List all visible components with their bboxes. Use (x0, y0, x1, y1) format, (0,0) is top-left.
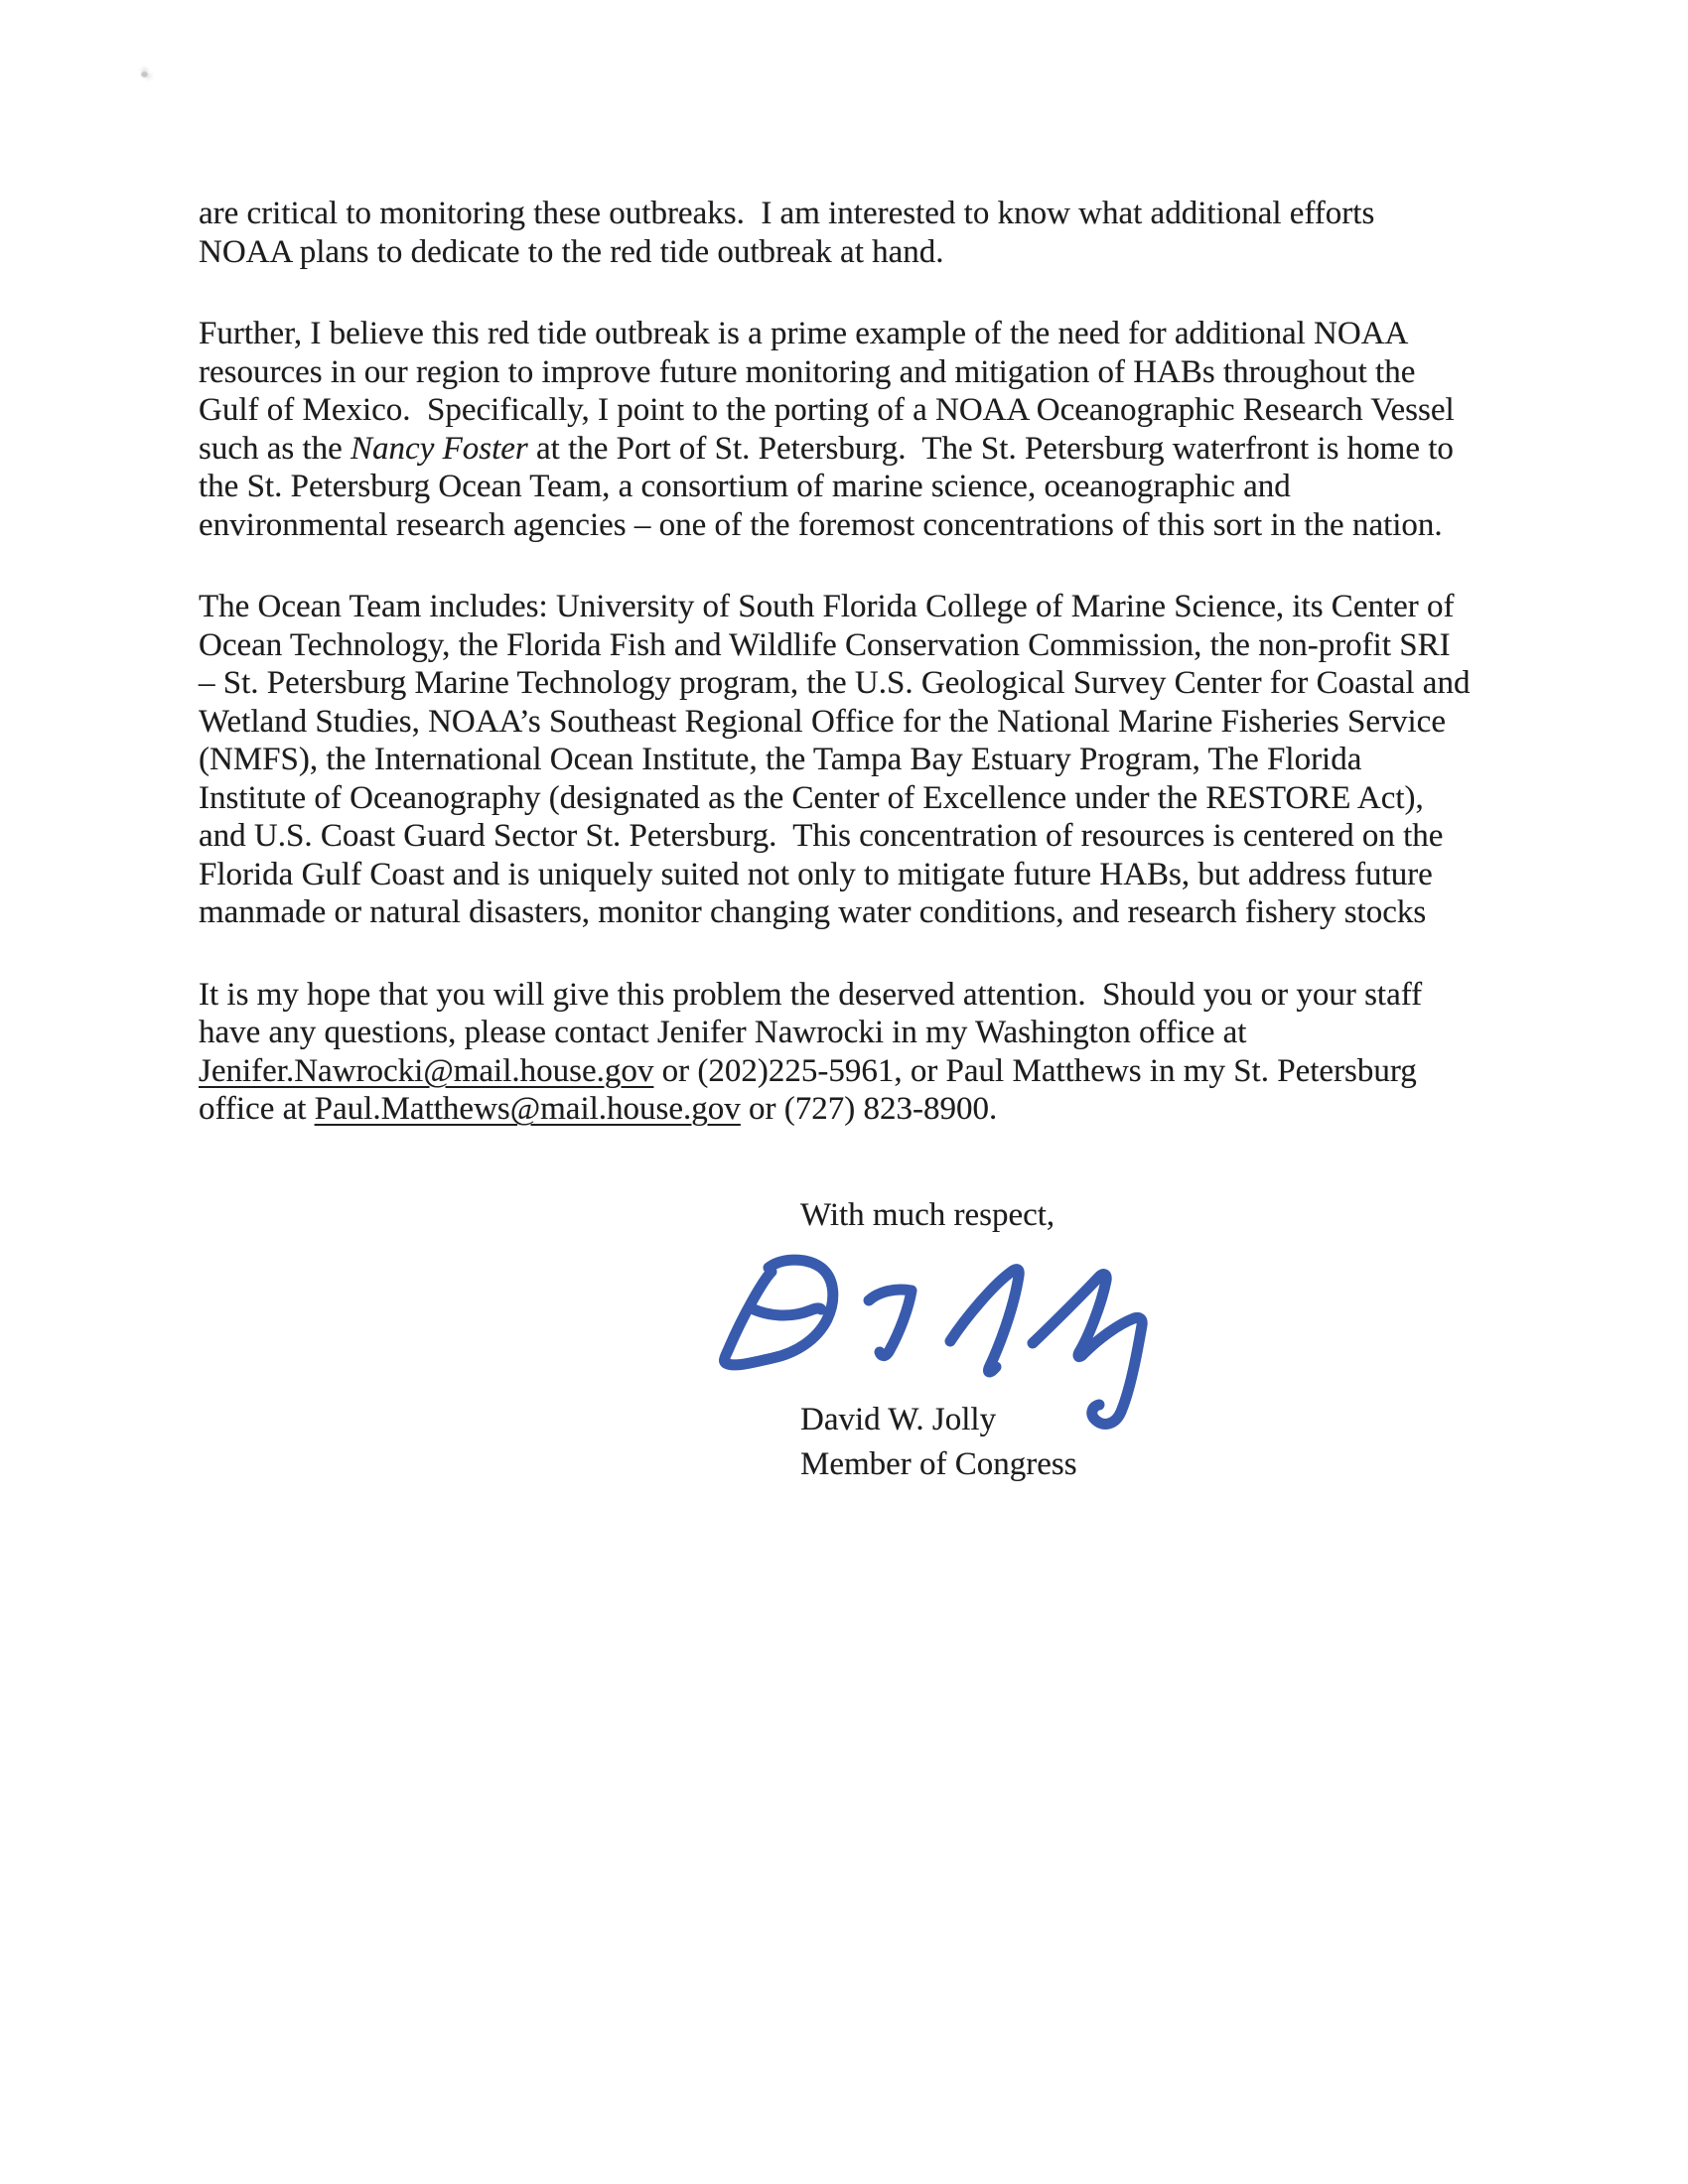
paragraph-4 (199, 976, 1489, 1129)
text-segment: or (727) 823-8900. (740, 1091, 998, 1127)
text-line: Ocean Technology, the Florida Fish and Wildlife Conservation Commission, the non-profit SRI (199, 626, 1451, 663)
text-line: resources in our region to improve future monitoring and mitigation of HABs throughout the (199, 353, 1416, 390)
text-line: environmental research agencies – one of the foremost concentrations of this sort in the nation. (199, 506, 1443, 543)
signature-stroke (750, 1307, 821, 1315)
text-line: have any questions, please contact Jenifer Nawrocki in my Washington office at (199, 1015, 1247, 1050)
text-line: Florida Gulf Coast and is uniquely suited not only to mitigate future HABs, but address future (199, 856, 1433, 892)
vessel-name-italic: Nancy Foster (351, 430, 528, 467)
signer-title: Member of Congress (800, 1446, 1077, 1482)
signature-stroke (950, 1270, 1019, 1372)
signature-stroke (724, 1260, 832, 1365)
email-underlined: Jenifer.Nawrocki@mail.house.gov (199, 1052, 654, 1089)
paragraph-1 (199, 195, 1489, 271)
signature-stroke (1033, 1274, 1142, 1424)
text-segment: or (202)225-5961, or Paul Matthews in my St. Petersburg (653, 1052, 1417, 1089)
text-segment: office at (199, 1091, 315, 1127)
text-segment: at the Port of St. Petersburg. The St. Petersburg waterfront is home to (527, 430, 1454, 467)
text-line: Wetland Studies, NOAA’s Southeast Regional Office for the National Marine Fisheries Service (199, 703, 1446, 740)
text-line: NOAA plans to dedicate to the red tide outbreak at hand. (199, 233, 944, 270)
text-segment: such as the (199, 430, 352, 467)
paragraph-2 (199, 315, 1489, 544)
text-line: The Ocean Team includes: University of South Florida College of Marine Science, its Center of (199, 589, 1455, 624)
text-line: the St. Petersburg Ocean Team, a consortium of marine science, oceanographic and (199, 469, 1291, 504)
text-line (199, 1090, 1489, 1129)
text-line: Gulf of Mexico. Specifically, I point to the porting of a NOAA Oceanographic Research Vessel (199, 392, 1455, 428)
paragraph-3 (199, 588, 1489, 932)
text-line: and U.S. Coast Guard Sector St. Petersburg. This concentration of resources is centered on the (199, 818, 1444, 854)
scan-artifact (141, 71, 148, 77)
text-line: manmade or natural disasters, monitor changing water conditions, and research fishery stocks (199, 894, 1427, 930)
signature-stroke (869, 1290, 912, 1356)
text-line: Institute of Oceanography (designated as the Center of Excellence under the RESTORE Act), (199, 779, 1424, 816)
text-line: (NMFS), the International Ocean Institute, the Tampa Bay Estuary Program, The Florida (199, 742, 1362, 777)
closing-salutation: With much respect, (800, 1197, 1055, 1233)
text-line (199, 1052, 1489, 1091)
text-line: It is my hope that you will give this problem the deserved attention. Should you or your staff (199, 976, 1423, 1013)
text-line: Further, I believe this red tide outbreak is a prime example of the need for additional NOAA (199, 316, 1409, 351)
text-line: – St. Petersburg Marine Technology program, the U.S. Geological Survey Center for Coastal and (199, 665, 1471, 701)
letter-body (199, 195, 1489, 1172)
text-line (199, 430, 1489, 469)
text-line: are critical to monitoring these outbreaks. I am interested to know what additional efforts (199, 196, 1375, 231)
email-underlined: Paul.Matthews@mail.house.gov (314, 1091, 741, 1127)
signer-name: David W. Jolly (800, 1402, 997, 1437)
